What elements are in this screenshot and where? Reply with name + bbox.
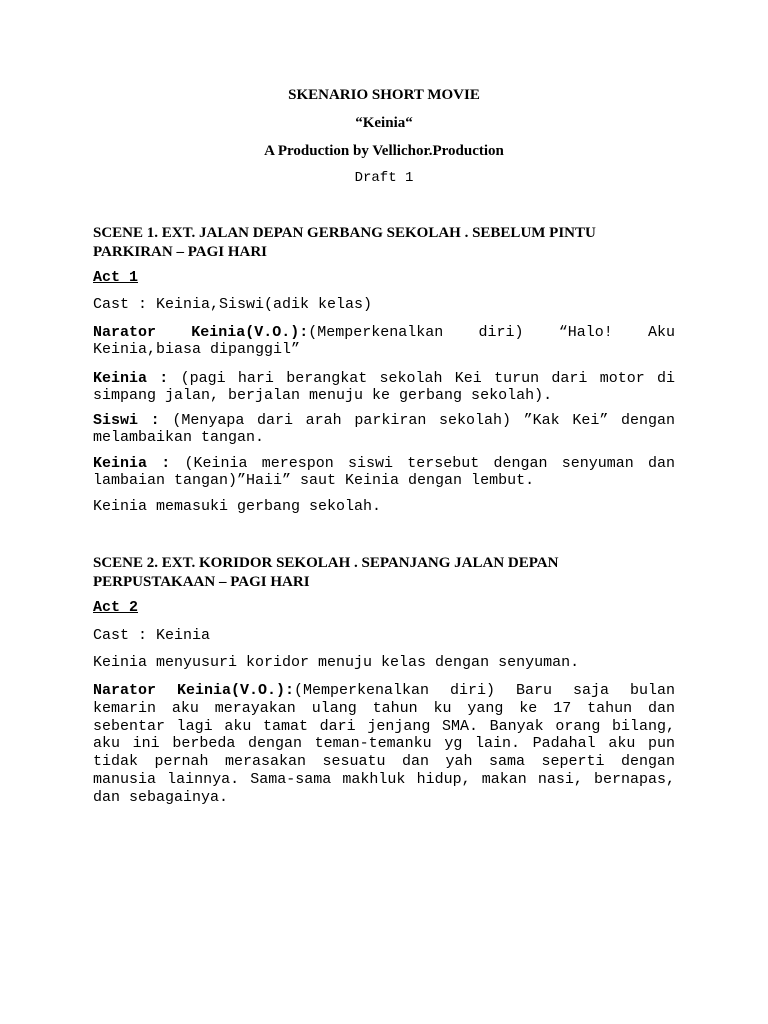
document-title: SKENARIO SHORT MOVIE [288, 87, 480, 103]
dialogue-text: (pagi hari berangkat sekolah Kei turun dari motor di simpang jalan, berjalan menuju ke gerbang sekolah). [93, 370, 676, 404]
scene-2-heading: SCENE 2. EXT. KORIDOR SEKOLAH . SEPANJANG JALAN DEPAN PERPUSTAKAAN – PAGI HARI [93, 555, 559, 590]
speaker-label: Narator Keinia(V.O.): [93, 682, 295, 699]
scene-1-line [93, 370, 675, 404]
scene-1-cast: Cast : Keinia,Siswi(adik kelas) [93, 296, 373, 313]
draft-label: Draft 1 [354, 170, 414, 186]
production-credit: A Production by Vellichor.Production [264, 143, 504, 159]
scene-1-line [93, 455, 675, 489]
scene-2-cast: Cast : Keinia [93, 627, 211, 644]
speaker-label: Narator Keinia(V.O.): [93, 324, 309, 341]
scene-2-action: Keinia menyusuri koridor menuju kelas dengan senyuman. [93, 654, 580, 671]
speaker-label: Keinia : [93, 455, 171, 472]
scene-1-act: Act 1 [93, 269, 139, 286]
scene-1-line [93, 412, 675, 446]
narration-text: (Memperkenalkan diri) Baru saja bulan kemarin aku merayakan ulang tahun ku yang ke 17 tahun dan sebentar lagi aku tamat dari jenjang SMA. Banyak orang bilang, aku ini berbeda dengan teman-temanku yg lain. Padahal aku pun tidak pernah merasakan sesuatu dan yah sama seperti dengan manusia lainnya. Sama-sama makhluk hidup, makan nasi, bernapas, dan sebagainya. [93, 682, 675, 806]
scene-2-narration [93, 682, 675, 807]
scene-1-action: Keinia memasuki gerbang sekolah. [93, 498, 382, 515]
dialogue-text: (Keinia merespon siswi tersebut dengan senyuman dan lambaian tangan)”Haii” saut Keinia dengan lembut. [93, 455, 675, 489]
speaker-label: Siswi : [93, 412, 160, 429]
dialogue-text: (Memperkenalkan diri) “Halo! Aku Keinia,biasa dipanggil” [93, 324, 676, 358]
movie-title: “Keinia“ [355, 115, 413, 131]
dialogue-text: (Menyapa dari arah parkiran sekolah) ”Kak Kei” dengan melambaikan tangan. [93, 412, 675, 446]
scene-1-heading: SCENE 1. EXT. JALAN DEPAN GERBANG SEKOLAH . SEBELUM PINTU PARKIRAN – PAGI HARI [93, 225, 596, 260]
speaker-label: Keinia : [93, 370, 169, 387]
scene-2-act: Act 2 [93, 599, 139, 616]
scene-1-line [93, 324, 675, 358]
